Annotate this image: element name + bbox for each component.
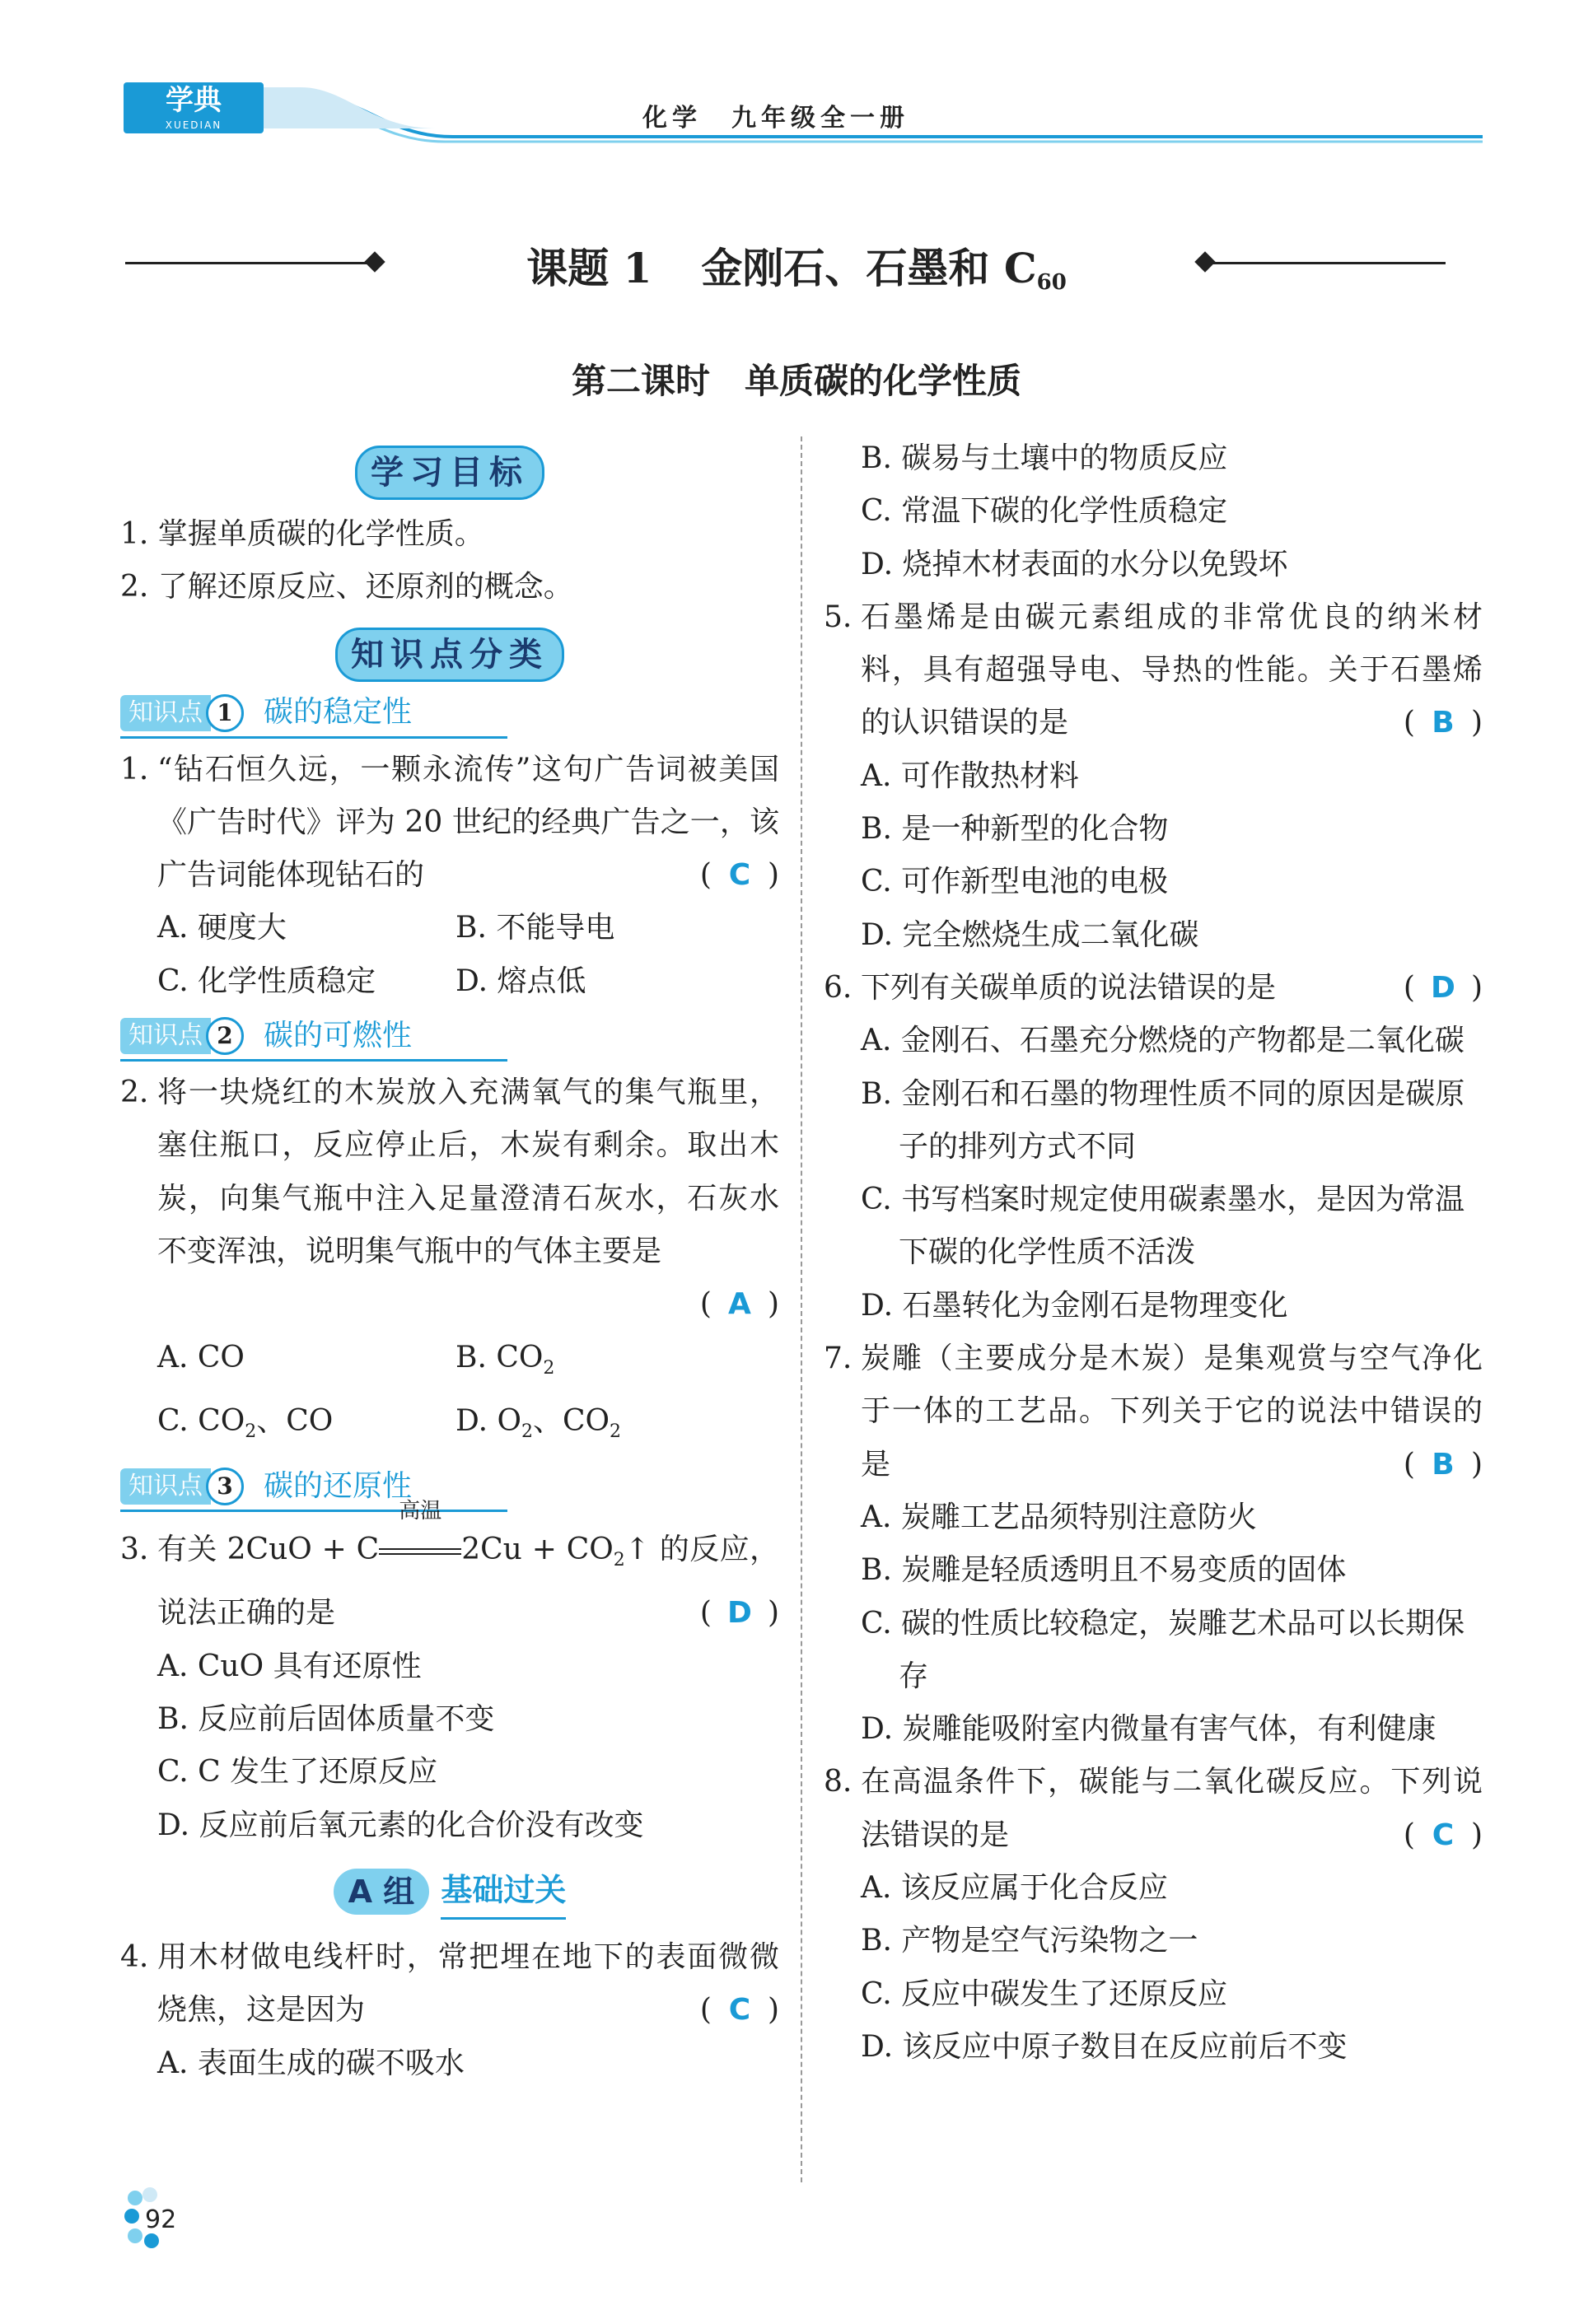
option-d: D. 反应前后氧元素的化合价没有改变 [157,1808,644,1842]
option-a: A. 表面生成的碳不吸水 [157,2046,465,2080]
option-d: D. 完全燃烧生成二氧化碳 [861,917,1199,952]
group-label: A 组 [334,1869,430,1915]
option-d: D. 烧掉木材表面的水分以免毁坏 [861,547,1288,581]
answer: C [728,858,751,893]
logo-subtext: XUEDIAN [165,119,222,131]
kp-number: 3 [206,1468,244,1505]
question-number: 4. [120,1939,149,1974]
reaction-condition: 高温 [399,1499,442,1524]
left-column [120,432,779,2090]
section-kp-class-label: 知识点分类 [335,628,564,682]
section-kp-class [120,628,779,684]
group-title: 基础过关 [441,1864,566,1919]
option-c: C. 碳的性质比较稳定，炭雕艺术品可以长期保存 [861,1606,1465,1693]
option-d: D. 该反应中原子数目在反应前后不变 [861,2029,1348,2064]
title-number: 课题 1 [526,244,652,292]
kp-number: 2 [206,1017,244,1055]
goal-item: 2. 了解还原反应、还原剂的概念。 [120,570,573,604]
question-stem: 用木材做电线杆时，常把埋在地下的表面微微烧焦，这是因为 ( C ) [157,1931,779,2037]
kp-tag: 知识点 [120,695,211,731]
option-c: C. C 发生了还原反应 [157,1755,438,1790]
options-row [120,902,779,954]
option-a: A. CuO 具有还原性 [157,1649,422,1683]
answer: D [727,1596,752,1631]
option-d: D. 熔点低 [455,964,586,998]
option-c: C. 化学性质稳定 [157,964,376,998]
answer-bracket: ( C ) [1404,1809,1483,1862]
kp-title: 碳的还原性 [264,1469,413,1504]
answer-bracket: ( C ) [700,1984,779,2037]
options-row [120,1395,779,1458]
kp-title: 碳的可燃性 [264,1018,413,1052]
answer: D [1431,970,1455,1005]
answer-bracket: ( D ) [700,1587,779,1640]
goal-item: 1. 掌握单质碳的化学性质。 [120,517,484,551]
reaction-arrow [379,1499,461,1555]
kp-title: 碳的稳定性 [264,695,413,730]
question-7 [824,1332,1483,1491]
option-d: D. $O_2$、$CO_2$ [455,1403,622,1442]
answer: A [728,1287,751,1322]
option-a: A. 该反应属于化合反应 [861,1871,1168,1906]
question-stem: 炭雕（主要成分是木炭）是集观赏与空气净化于一体的工艺品。下列关于它的说法中错误的是 ( B ) [861,1332,1483,1491]
header-subject: 化学 九年级全一册 [642,104,909,133]
question-number: 2. [120,1076,149,1110]
question-5 [824,591,1483,750]
option-b: B. 炭雕是轻质透明且不易变质的固体 [861,1553,1347,1588]
title-subscript: 60 [1036,270,1067,295]
option-c: C. 反应中碳发生了还原反应 [861,1976,1228,2011]
logo-text: 学典 [166,84,222,117]
answer: B [1432,1447,1455,1482]
question-1 [120,744,779,903]
question-stem: 有关 2CuO + C 高温 $2Cu + CO_2↑$ 的反应，说法正确的是 ( D ) [157,1524,779,1640]
question-stem: 石墨烯是由碳元素组成的非常优良的纳米材料，具有超强导电、导热的性能。关于石墨烯的认识错误的是 ( B ) [861,591,1483,750]
answer-bracket: ( A ) [120,1278,779,1331]
answer-bracket: ( C ) [700,849,779,902]
question-8 [824,1756,1483,1862]
kp-tag: 知识点 [120,1018,211,1054]
question-number: 1. [120,752,149,786]
option-b: B. 金刚石和石墨的物理性质不同的原因是碳原子的排列方式不同 [861,1076,1465,1164]
column-divider [801,436,802,2182]
option-a: A. 可作散热材料 [861,758,1079,793]
option-b: B. 是一种新型的化合物 [861,812,1169,847]
answer: C [1432,1818,1455,1852]
option-b: B. 不能导电 [455,911,615,945]
kp-number: 1 [206,694,244,732]
option-b: B. 反应前后固体质量不变 [157,1702,495,1737]
answer: B [1432,706,1455,740]
page-title [0,236,1593,295]
option-c: C. 可作新型电池的电极 [861,865,1169,899]
options-row [120,1332,779,1395]
kp-tag: 知识点 [120,1468,211,1505]
question-stem: 将一块烧红的木炭放入充满氧气的集气瓶里，塞住瓶口，反应停止后，木炭有剩余。取出木炭，向集气瓶中注入足量澄清石灰水，石灰水不变浑浊，说明集气瓶中的气体主要是 [157,1076,779,1268]
option-b: B. 产物是空气污染物之一 [861,1924,1198,1958]
question-stem: 下列有关碳单质的说法错误的是 ( D ) [861,962,1483,1015]
knowledge-point-1 [120,690,507,739]
answer-bracket: ( D ) [1404,962,1483,1015]
option-c: C. 书写档案时规定使用碳素墨水，是因为常温下碳的化学性质不活泼 [861,1183,1465,1270]
question-3 [120,1499,780,1640]
group-a-heading [120,1859,779,1925]
title-text: 金刚石、石墨和 C [701,244,1037,292]
options-row [120,955,779,1008]
option-d: D. 石墨转化为金刚石是物理变化 [861,1288,1288,1323]
question-number: 7. [824,1342,853,1376]
question-number: 6. [824,970,853,1005]
answer-bracket: ( B ) [1404,697,1483,749]
page-number: 92 [145,2205,177,2234]
question-number: 3. [120,1533,149,1567]
option-a: A. 炭雕工艺品须特别注意防火 [861,1500,1257,1534]
lesson-subtitle: 第二课时 单质碳的化学性质 [571,361,1021,401]
question-stem: 在高温条件下，碳能与二氧化碳反应。下列说法错误的是 ( C ) [861,1756,1483,1862]
option-d: D. 炭雕能吸附室内微量有害气体，有利健康 [861,1712,1437,1747]
answer-bracket: ( B ) [1404,1439,1483,1491]
option-c: C. $CO_2$、CO [157,1403,334,1442]
option-b: B. 碳易与土壤中的物质反应 [861,441,1228,475]
option-c: C. 常温下碳的化学性质稳定 [861,494,1228,529]
section-goals [120,446,779,502]
question-number: 8. [824,1765,853,1799]
option-a: A. 金刚石、石墨充分燃烧的产物都是二氧化碳 [861,1024,1465,1058]
knowledge-point-2 [120,1013,507,1062]
question-number: 5. [824,600,853,634]
question-stem: “钻石恒久远，一颗永流传”这句广告词被美国《广告时代》评为 20 世纪的经典广告之一，该广告词能体现钻石的 ( C ) [157,744,779,903]
question-2 [120,1066,779,1278]
question-4 [120,1931,779,2037]
right-column [824,432,1483,2074]
answer: C [728,1993,751,2028]
option-a: A. 硬度大 [157,911,287,945]
option-a: A. CO [157,1340,245,1374]
option-b: B. $CO_2$ [455,1340,555,1379]
section-goals-label: 学习目标 [355,446,544,500]
question-6 [824,962,1483,1015]
